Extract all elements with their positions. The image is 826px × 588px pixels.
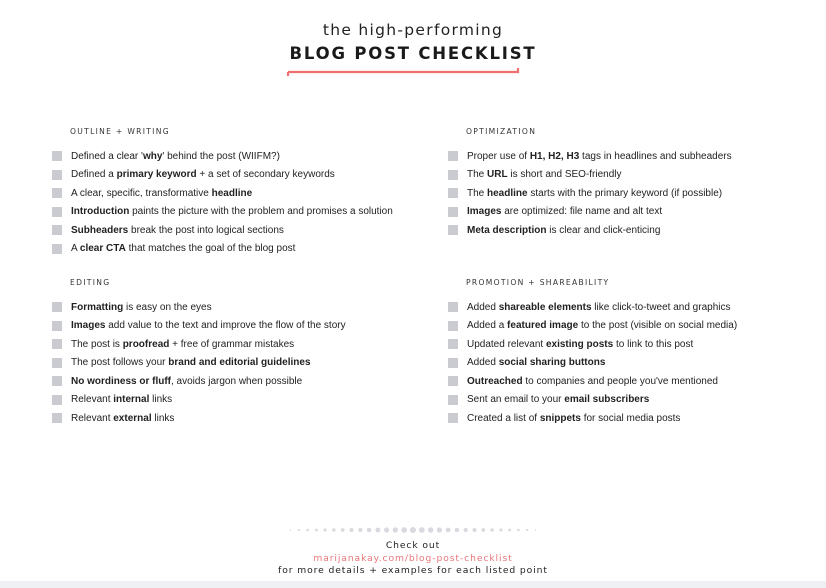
page-subtitle: the high-performing (322, 21, 504, 39)
divider-dot (375, 528, 380, 533)
checkbox[interactable] (52, 413, 62, 423)
checklist (448, 147, 732, 240)
checklist (448, 298, 737, 428)
checklist-item (448, 147, 732, 166)
divider-dot (437, 527, 442, 532)
checkbox[interactable] (52, 244, 62, 254)
emphasis-text: email subscribers (564, 394, 650, 406)
section-title: OPTIMIZATION (466, 127, 537, 136)
checklist-item-label (71, 302, 212, 313)
divider-dot (473, 528, 477, 532)
emphasis-text: H1, H2, H3 (529, 150, 580, 162)
item-text: that matches the goal of the blog post (125, 243, 296, 255)
checkbox[interactable] (448, 321, 458, 331)
checkbox[interactable] (52, 302, 62, 312)
checklist-item (448, 166, 732, 185)
emphasis-text: snippets (539, 412, 581, 424)
checkbox[interactable] (448, 302, 458, 312)
checkbox[interactable] (448, 170, 458, 180)
item-text: Defined a clear ' (71, 150, 143, 162)
checkbox[interactable] (448, 151, 458, 161)
checklist-item (448, 203, 732, 222)
item-text: starts with the primary keyword (if possible) (527, 187, 723, 199)
item-text: add value to the text and improve the flow of the story (105, 320, 346, 332)
checklist-item-label (467, 188, 722, 199)
bottom-bar (0, 581, 826, 588)
checklist-item (448, 221, 732, 240)
divider-dot (401, 527, 407, 533)
item-text: A clear, specific, transformative (71, 187, 212, 199)
item-text: The post is (71, 338, 123, 350)
checklist-item (52, 221, 393, 240)
checklist-item (52, 317, 346, 336)
emphasis-text: primary keyword (116, 169, 197, 181)
section-optimization (448, 125, 732, 240)
emphasis-text: shareable elements (498, 301, 592, 313)
checkbox[interactable] (52, 207, 62, 217)
emphasis-text: Images (467, 206, 502, 218)
item-text: Added (467, 357, 499, 369)
divider-dot (393, 527, 398, 532)
checklist-item (52, 298, 346, 317)
checklist-item-label (467, 169, 622, 180)
checklist-item-label (467, 339, 693, 350)
checklist-item (52, 184, 393, 203)
divider-dot (481, 528, 485, 532)
item-text: is easy on the eyes (123, 301, 212, 313)
section-editing (52, 276, 346, 428)
item-text: for social media posts (580, 412, 681, 424)
item-text: A (71, 243, 80, 255)
divider-dot (419, 527, 425, 533)
checklist-item-label (467, 394, 649, 405)
divider-dot (341, 528, 345, 532)
item-text: , avoids jargon when possible (171, 375, 303, 387)
emphasis-text: existing posts (545, 338, 614, 350)
emphasis-text: Formatting (71, 301, 124, 313)
checklist (52, 298, 346, 428)
checklist-item-label (71, 320, 346, 331)
divider-dot (332, 528, 335, 531)
checklist-item (448, 372, 737, 391)
checklist-item (448, 317, 737, 336)
emphasis-text: featured image (507, 320, 579, 332)
checklist (52, 147, 393, 258)
checkbox[interactable] (448, 395, 458, 405)
checklist-item-label (467, 320, 737, 331)
header (0, 18, 826, 66)
divider-dot (306, 529, 309, 532)
footer (0, 540, 826, 578)
checklist-item-label (71, 394, 172, 405)
checkbox[interactable] (448, 358, 458, 368)
item-text: The (467, 187, 488, 199)
item-text: Sent an email to your (467, 394, 565, 406)
checkbox[interactable] (52, 376, 62, 386)
item-text: links (149, 394, 173, 406)
item-text: Relevant (71, 394, 114, 406)
page-title: BLOG POST CHECKLIST (289, 44, 537, 63)
emphasis-text: No wordiness or fluff (71, 375, 171, 387)
item-text: The (467, 169, 488, 181)
item-text: Proper use of (467, 150, 530, 162)
checklist-item (52, 203, 393, 222)
emphasis-text: why (142, 150, 163, 162)
divider-dot (526, 529, 528, 531)
divider-dot (517, 529, 520, 532)
item-text: Defined a (71, 169, 117, 181)
emphasis-text: Introduction (71, 206, 130, 218)
section-title: OUTLINE + WRITING (70, 127, 170, 136)
emphasis-text: proofread (122, 338, 170, 350)
emphasis-text: Meta description (467, 224, 547, 236)
section-title: PROMOTION + SHAREABILITY (466, 278, 610, 287)
emphasis-text: brand and editorial guidelines (168, 357, 311, 369)
item-text: tags in headlines and subheaders (579, 150, 732, 162)
divider-dot (350, 528, 354, 532)
item-text: break the post into logical sections (128, 224, 284, 236)
checklist-item (52, 409, 346, 428)
item-text: Created a list of (467, 412, 540, 424)
checklist-item (52, 240, 393, 259)
item-text: paints the picture with the problem and promises a solution (129, 206, 393, 218)
checklist-item (448, 184, 732, 203)
divider-dot (290, 529, 291, 531)
checklist-item (52, 372, 346, 391)
item-text: to link to this post (613, 338, 694, 350)
emphasis-text: clear CTA (79, 243, 126, 255)
item-text: is clear and click-enticing (546, 224, 661, 236)
divider-dot (464, 528, 468, 532)
item-text: Relevant (71, 412, 114, 424)
checkbox[interactable] (448, 225, 458, 235)
checklist-item-label (467, 413, 680, 424)
checklist-item-label (467, 357, 605, 368)
item-text: The post follows your (71, 357, 169, 369)
item-text: Updated relevant (467, 338, 546, 350)
divider-dot (446, 528, 451, 533)
emphasis-text: Subheaders (71, 224, 129, 236)
emphasis-text: external (113, 412, 152, 424)
divider-dot (358, 528, 362, 532)
divider-dot (384, 527, 389, 532)
checkbox[interactable] (448, 339, 458, 349)
divider-dot (455, 528, 460, 533)
divider-dot (535, 529, 536, 531)
checkbox[interactable] (52, 321, 62, 331)
checkbox[interactable] (52, 151, 62, 161)
checklist-item (448, 354, 737, 373)
checklist-item-label (467, 376, 718, 387)
item-text: ' behind the post (WIIFM?) (162, 150, 280, 162)
checklist-item-label (467, 151, 732, 162)
checkbox[interactable] (52, 395, 62, 405)
item-text: to the post (visible on social media) (578, 320, 738, 332)
footer-text: for more details + examples for each listed point (278, 565, 548, 576)
item-text: links (151, 412, 175, 424)
checklist-item-label (71, 413, 174, 424)
emphasis-text: social sharing buttons (498, 357, 606, 369)
checklist-item-label (71, 188, 252, 199)
checklist-item (448, 335, 737, 354)
checklist-item-label (71, 357, 311, 368)
checklist-item-label (71, 151, 280, 162)
item-text: + free of grammar mistakes (169, 338, 295, 350)
checkbox[interactable] (448, 207, 458, 217)
checkbox[interactable] (52, 188, 62, 198)
checklist-item-label (467, 302, 730, 313)
checkbox[interactable] (448, 413, 458, 423)
divider-dot (428, 527, 433, 532)
checklist-item-label (71, 169, 335, 180)
checkbox[interactable] (448, 376, 458, 386)
emphasis-text: URL (487, 169, 508, 181)
title-underline (285, 67, 521, 79)
checklist-item (52, 335, 346, 354)
checklist-item-label (71, 243, 295, 254)
divider-dot (490, 528, 493, 531)
checklist-item (52, 391, 346, 410)
checklist-item-label (467, 206, 662, 217)
checklist-item-label (71, 376, 302, 387)
checklist-item (448, 298, 737, 317)
checkbox[interactable] (52, 225, 62, 235)
checklist-item (52, 147, 393, 166)
divider-dot (324, 528, 327, 531)
checklist-item (52, 166, 393, 185)
item-text: to companies and people you've mentioned (522, 375, 718, 387)
emphasis-text: Outreached (467, 375, 523, 387)
divider-dot (499, 528, 502, 531)
checklist-item (52, 354, 346, 373)
item-text: like click-to-tweet and graphics (591, 301, 731, 313)
checkbox[interactable] (448, 188, 458, 198)
item-text: are optimized: file name and alt text (501, 206, 663, 218)
checklist-item-label (71, 225, 284, 236)
checkbox[interactable] (52, 339, 62, 349)
checkbox[interactable] (52, 170, 62, 180)
divider-dot (410, 527, 416, 533)
item-text: Added (467, 301, 499, 313)
emphasis-text: headline (487, 187, 528, 199)
divider-dot (315, 529, 318, 532)
emphasis-text: headline (211, 187, 253, 199)
checklist-item-label (71, 206, 393, 217)
checkbox[interactable] (52, 358, 62, 368)
section-promotion-shareability (448, 276, 737, 428)
checklist-item-label (71, 339, 294, 350)
divider-dot (367, 528, 372, 533)
item-text: is short and SEO-friendly (507, 169, 622, 181)
dot-divider (290, 526, 536, 534)
checklist-item (448, 409, 737, 428)
item-text: + a set of secondary keywords (196, 169, 335, 181)
divider-dot (298, 529, 300, 531)
checklist-item-label (467, 225, 660, 236)
section-title: EDITING (70, 278, 111, 287)
divider-dot (508, 529, 511, 532)
checklist-item (448, 391, 737, 410)
section-outline-writing (52, 125, 393, 258)
emphasis-text: Images (71, 320, 106, 332)
emphasis-text: internal (113, 394, 150, 406)
footer-link[interactable]: marijanakay.com/blog-post-checklist (313, 552, 513, 564)
footer-text: Check out (385, 540, 441, 551)
item-text: Added a (467, 320, 508, 332)
